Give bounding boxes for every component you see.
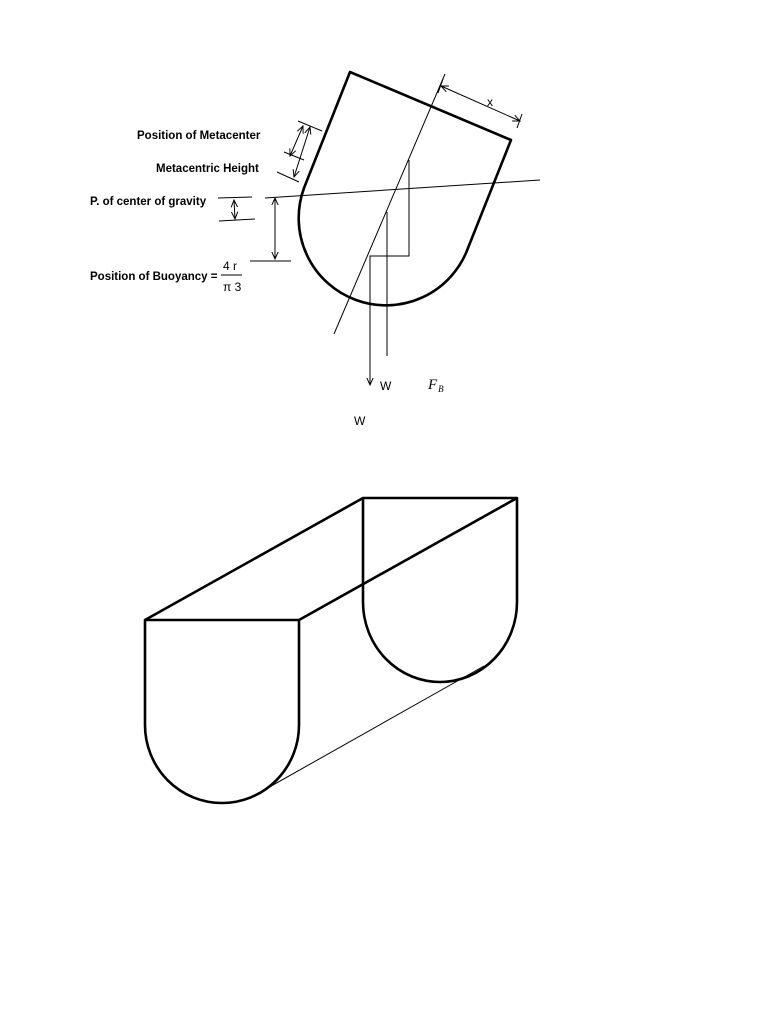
metacenter-dimension-arrow: [290, 126, 303, 156]
gravity-extension-top: [218, 197, 252, 198]
width-extension-left: [438, 79, 443, 93]
metacenter-label: Position of Metacenter: [137, 130, 261, 142]
trough-front-face: [145, 620, 299, 803]
buoyancy-offset-line: [370, 160, 409, 385]
buoyant-force-label: $F_B$: [428, 377, 444, 394]
weight-arrow-label: W: [380, 379, 392, 393]
buoyancy-label: Position of Buoyancy =: [90, 271, 218, 283]
metacentric-dimension-arrow: [294, 127, 310, 177]
trough-3d-diagram: [145, 498, 517, 803]
center-of-gravity-label: P. of center of gravity: [90, 196, 207, 208]
buoyancy-fraction-numerator: 4 r: [223, 259, 238, 273]
width-x-label: x: [487, 95, 493, 109]
trough-back-face: [363, 498, 517, 682]
metacentric-height-label: Metacentric Height: [156, 163, 259, 175]
gravity-extension-bottom: [219, 219, 255, 221]
tilted-hull-diagram: [90, 72, 540, 428]
metacentric-extension-bottom: [277, 172, 299, 182]
weight-below-label: W: [354, 414, 366, 428]
gravity-dimension-arrow: [234, 200, 235, 219]
buoyancy-fraction-denominator: π 3: [223, 280, 242, 294]
trough-bottom-edge: [250, 666, 484, 798]
